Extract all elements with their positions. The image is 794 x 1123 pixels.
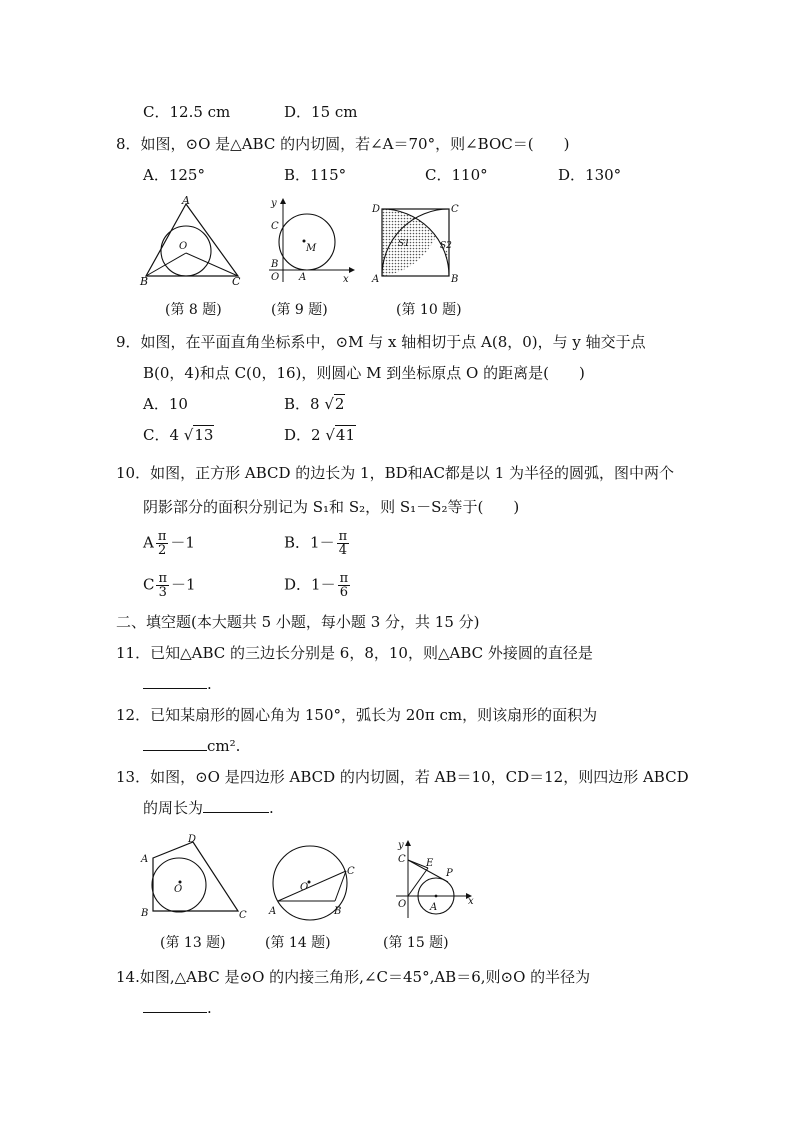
fig10-label-s1: S1 [398,239,410,249]
q8-option-d: D．130° [558,166,622,184]
q8-option-a: A．125° [143,166,205,184]
q10-option-b: B．1－ $\frac{\pi}{4}$ [284,529,348,558]
fig13-label-b: B [141,908,149,919]
fig13-label-d: D [188,834,197,845]
fig9-label-b: B [271,259,279,270]
fig10-caption: (第 10 题) [396,302,462,318]
q9-option-d: D．2 √41 [284,426,355,444]
q9-line-2: B(0，4)和点 C(0，16)，则圆心 M 到坐标原点 O 的距离是( ) [143,364,585,382]
fig15-label-o: O [398,899,407,910]
q9-option-b: B．8 √2 [284,395,345,413]
fig9-label-x: x [343,274,349,285]
q8-stem: 8．如图，⊙O 是△ABC 的内切圆，若∠A＝70°，则∠BOC＝( ) [116,135,570,153]
figure-14 [265,830,360,920]
fig8-label-c: C [232,275,241,288]
fig8-label-o: O [179,241,188,252]
q8-option-b: B．115° [284,166,347,184]
fig15-label-c: C [398,854,406,865]
fig9-label-y: y [271,198,277,209]
fig8-label-a: A [182,194,190,207]
q12-line-1: 12．已知某扇形的圆心角为 150°，弧长为 20π cm，则该扇形的面积为 [116,706,598,724]
q9-option-a: A．10 [143,395,188,413]
figure-13 [138,830,253,920]
fig9-label-m: M [306,243,317,254]
q11-line-1: 11．已知△ABC 的三边长分别是 6，8，10，则△ABC 外接圆的直径是 [116,644,593,662]
fig9-label-a: A [299,272,307,283]
fig10-label-a: A [372,274,380,285]
q7-option-c: C．12.5 cm [143,103,231,121]
q9-line-1: 9．如图，在平面直角坐标系中，⊙M 与 x 轴相切于点 A(8，0)，与 y 轴交于点 [116,333,646,351]
q10-option-d: D．1－ $\frac{\pi}{6}$ [284,571,349,600]
fig10-label-d: D [372,204,381,215]
q14-line-1: 14.如图,△ABC 是⊙O 的内接三角形,∠C＝45°,AB＝6,则⊙O 的半径为 [116,968,591,986]
q11-answer-line: . [143,674,212,694]
fig14-label-b: B [334,906,342,917]
fig13-label-a: A [141,854,149,865]
q7-option-d: D．15 cm [284,103,358,121]
fig9-label-o: O [271,272,280,283]
q10-option-c: C $\frac{\pi}{3}$ －1 [143,571,196,600]
fig10-label-b: B [451,274,459,285]
fig15-label-e: E [426,858,434,869]
fig8-label-b: B [140,275,149,288]
fig14-label-c: C [347,866,355,877]
q8-option-c: C．110° [425,166,488,184]
fig15-caption: (第 15 题) [383,935,449,951]
fig9-caption: (第 9 题) [271,302,328,318]
q12-answer-line: cm². [143,736,240,756]
q10-option-a: A $\frac{\pi}{2}$ －1 [143,529,195,558]
fig14-label-o: O [300,882,309,893]
fig13-label-c: C [239,910,247,921]
fig10-label-s2: S2 [440,241,452,251]
q9-option-c: C．4 √13 [143,426,214,444]
q13-line-1: 13．如图，⊙O 是四边形 ABCD 的内切圆，若 AB＝10，CD＝12，则四边形 ABCD [116,768,689,786]
figure-9 [265,196,360,288]
fig13-label-o: O [174,884,183,895]
q10-line-2: 阴影部分的面积分别记为 S₁和 S₂，则 S₁－S₂等于( ) [143,498,520,516]
fig15-label-a: A [430,902,438,913]
q14-answer-line: . [143,998,212,1018]
figure-8 [140,196,250,288]
q10-line-1: 10．如图，正方形 ABCD 的边长为 1，BD和AC都是以 1 为半径的圆弧，图中两个 [116,464,675,482]
fig15-label-x: x [468,896,474,907]
section-2-heading: 二、填空题(本大题共 5 小题，每小题 3 分，共 15 分) [116,613,480,631]
fig14-label-a: A [269,906,277,917]
fig8-caption: (第 8 题) [165,302,222,318]
fig9-label-c: C [271,221,279,232]
fig13-caption: (第 13 题) [160,935,226,951]
fig10-label-c: C [451,204,459,215]
figure-15 [390,838,480,922]
fig15-label-y: y [398,840,404,851]
q13-line-2: 的周长为 . [143,799,274,817]
figure-10 [370,196,466,288]
fig15-label-p: P [446,868,453,879]
fig14-caption: (第 14 题) [265,935,331,951]
